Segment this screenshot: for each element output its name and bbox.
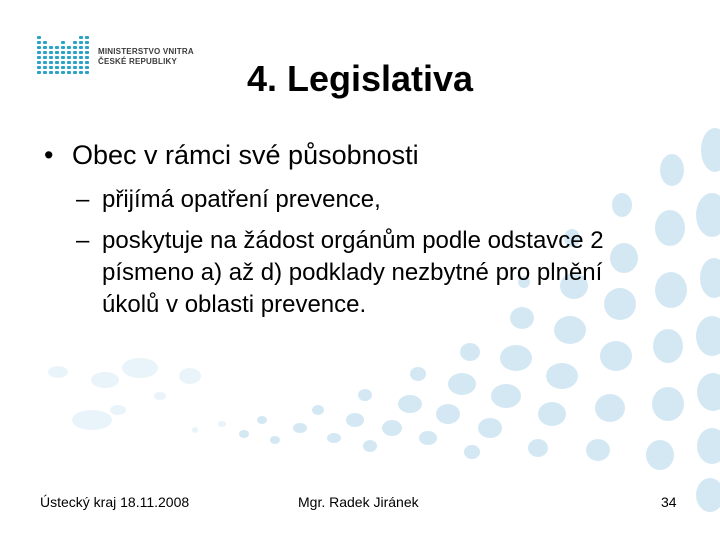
sub-bullet-2-line3: úkolů v oblasti prevence. xyxy=(102,291,367,318)
decorative-dot xyxy=(358,389,372,401)
decorative-dot xyxy=(110,405,126,415)
sub-bullet-1 xyxy=(76,184,381,216)
decorative-dot xyxy=(696,316,720,356)
main-bullet-text: Obec v rámci své působnosti xyxy=(72,140,419,170)
sub-bullet-1-text: přijímá opatření prevence, xyxy=(102,186,381,213)
decorative-dot xyxy=(700,258,720,298)
decorative-dot xyxy=(546,363,578,389)
decorative-dot xyxy=(154,392,166,400)
dash-icon: – xyxy=(76,227,90,254)
bullet-icon: • xyxy=(44,140,54,170)
decorative-dot xyxy=(346,413,364,427)
dash-icon: – xyxy=(76,186,90,213)
decorative-dot xyxy=(652,387,684,421)
decorative-dot xyxy=(398,395,422,413)
sub-bullet-2 xyxy=(76,225,604,321)
decorative-dot xyxy=(478,418,502,438)
decorative-dot xyxy=(701,128,720,172)
decorative-dot xyxy=(179,368,201,384)
decorative-dot xyxy=(586,439,610,461)
decorative-dot xyxy=(491,384,521,408)
decorative-dot xyxy=(464,445,480,459)
decorative-dot xyxy=(72,410,112,430)
decorative-dot xyxy=(448,373,476,395)
decorative-dot xyxy=(363,440,377,452)
sub-bullet-2-line2: písmeno a) až d) podklady nezbytné pro plnění xyxy=(102,259,603,286)
decorative-dot xyxy=(327,433,341,443)
decorative-dot xyxy=(610,243,638,273)
decorative-dot xyxy=(696,193,720,237)
decorative-dot xyxy=(697,428,720,464)
slide-title: 4. Legislativa xyxy=(246,58,474,99)
decorative-dot xyxy=(528,439,548,457)
decorative-dot xyxy=(653,329,683,363)
decorative-dot xyxy=(91,372,119,388)
decorative-dot xyxy=(612,193,632,217)
decorative-dot xyxy=(660,154,684,186)
sub-bullet-2-line1: poskytuje na žádost orgánům podle odstavce 2 xyxy=(102,227,604,254)
decorative-dot xyxy=(595,394,625,422)
decorative-dot xyxy=(239,430,249,438)
page-number: 34 xyxy=(661,494,677,510)
main-bullet xyxy=(44,140,419,171)
decorative-dot xyxy=(500,345,532,371)
footer-center: Mgr. Radek Jiránek xyxy=(298,494,419,510)
decorative-dot xyxy=(460,343,480,361)
decorative-dot xyxy=(538,402,566,426)
decorative-dot xyxy=(312,405,324,415)
decorative-dot xyxy=(655,272,687,308)
decorative-dot xyxy=(218,421,226,427)
decorative-dot xyxy=(646,440,674,470)
decorative-dot xyxy=(410,367,426,381)
decorative-dot xyxy=(600,341,632,371)
decorative-dot xyxy=(436,404,460,424)
decorative-dot xyxy=(48,366,68,378)
logo-line2: ČESKÉ REPUBLIKY xyxy=(98,57,178,66)
decorative-dot xyxy=(655,210,685,246)
decorative-dot xyxy=(192,427,198,433)
decorative-dot xyxy=(696,478,720,512)
decorative-dot xyxy=(604,288,636,320)
footer-left: Ústecký kraj 18.11.2008 xyxy=(40,494,190,510)
logo-line1: MINISTERSTVO VNITRA xyxy=(98,47,194,56)
decorative-dot xyxy=(419,431,437,445)
decorative-dot xyxy=(697,373,720,411)
decorative-dot xyxy=(293,423,307,433)
decorative-dot xyxy=(382,420,402,436)
decorative-dot xyxy=(257,416,267,424)
decorative-dot xyxy=(122,358,158,378)
decorative-dot xyxy=(270,436,280,444)
